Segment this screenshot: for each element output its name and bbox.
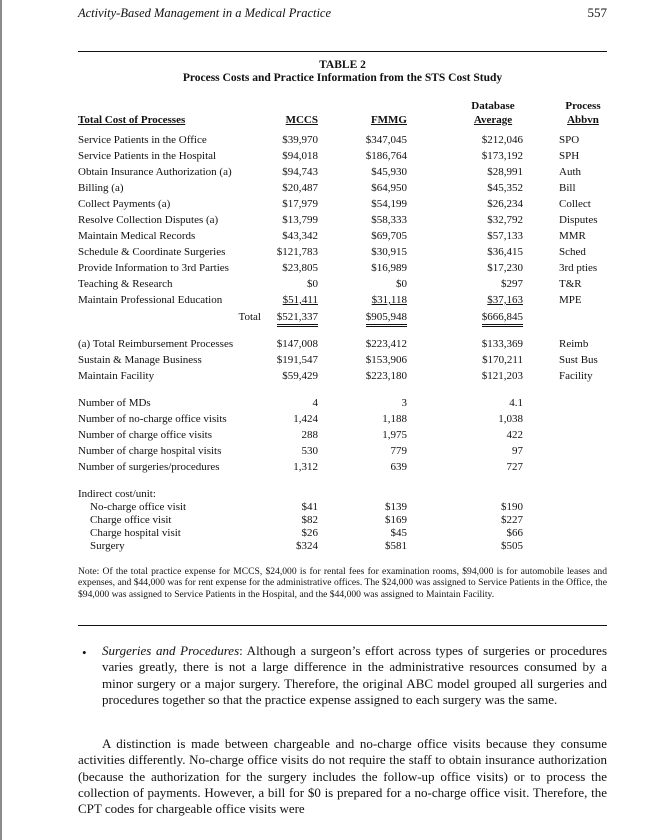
row-label: Number of charge hospital visits [78,445,222,457]
row-label: Obtain Insurance Authorization (a) [78,166,232,178]
cell-fmmg: $0 [396,278,407,290]
row-label: No-charge office visit [90,501,187,513]
cell-fmmg: $69,705 [371,230,407,242]
cell-mccs: $324 [296,540,318,552]
page-number: 557 [587,5,607,20]
cell-average: 422 [506,429,523,441]
cell-fmmg: $223,180 [365,370,407,382]
cell-average: $121,203 [481,370,523,382]
table-note: Note: Of the total practice expense for MCCS, $24,000 is for rental fees for examination rooms, $94,000 is for automobile leases and expenses, and $44,000 was for rent expense for the administrative offices. The $24,000 was assigned to Service Patients in the Office, the $94,000 was assigned to Service Patients in the Hospital, and the $44,000 was assigned to Maintain Facility. [78,566,607,600]
row-label: Service Patients in the Office [78,134,207,146]
cell-mccs: $43,342 [282,230,318,242]
cell-average: $227 [501,514,523,526]
cell-average: $36,415 [487,246,523,258]
cell-average: $17,230 [487,262,523,274]
cell-fmmg: $45 [390,527,407,539]
total-label: Total [238,311,261,323]
row-label: Number of no-charge office visits [78,413,227,425]
cell-abbreviation: Bill [559,182,576,194]
cell-fmmg: $58,333 [371,214,407,226]
cell-average: 4.1 [509,397,523,409]
cell-mccs: 288 [301,429,318,441]
row-label: Provide Information to 3rd Parties [78,262,229,274]
page-edge-rule [0,0,2,840]
cell-mccs: $0 [307,278,318,290]
cell-mccs: $94,018 [282,150,318,162]
column-header-abbvn: Abbvn [567,114,599,126]
cell-fmmg: 1,188 [382,413,407,425]
cell-abbreviation: MPE [559,294,582,306]
total-fmmg: $905,948 [366,311,407,327]
cell-fmmg: $31,118 [371,294,407,306]
row-label: Maintain Medical Records [78,230,196,242]
cell-mccs: $94,743 [282,166,318,178]
cell-fmmg: $16,989 [371,262,407,274]
cell-abbreviation: T&R [559,278,582,290]
row-label: Charge office visit [90,514,172,526]
running-header-title: Activity-Based Management in a Medical Practice [78,6,332,20]
cell-fmmg: 779 [390,445,407,457]
cell-mccs: $147,008 [276,338,318,350]
bullet-icon: • [82,645,87,660]
row-label: Maintain Facility [78,370,155,382]
cell-mccs: 1,312 [293,461,318,473]
cell-mccs: $23,805 [282,262,318,274]
cell-fmmg: $139 [385,501,407,513]
cell-average: $66 [506,527,523,539]
cell-mccs: $121,783 [276,246,318,258]
cell-average: $28,991 [487,166,523,178]
column-header-process: Process [565,100,601,112]
cell-average: $297 [501,278,523,290]
row-label: Billing (a) [78,182,124,194]
bullet-text: : Although a surgeon’s effort across types of surgeries or procedures varies greatly, there is not a large difference in the administrative resources consumed by a minor surgery or a major surgery. Therefore, the original ABC model grouped all surgeries and procedures together so that the practice expense assigned to each surgery was the same. [102,643,607,707]
cell-average: $133,369 [481,338,523,350]
table-bottom-rule [78,625,607,626]
cell-average: $45,352 [487,182,523,194]
cell-average: 97 [512,445,523,457]
cell-fmmg: 1,975 [382,429,407,441]
cell-abbreviation: SPO [559,134,580,146]
cell-mccs: $20,487 [282,182,318,194]
cell-average: $37,163 [487,294,523,306]
cell-average: $190 [501,501,523,513]
cell-mccs: $39,970 [282,134,318,146]
row-label: Sustain & Manage Business [78,354,202,366]
cell-average: $170,211 [482,354,523,366]
row-label: Teaching & Research [78,278,173,290]
cell-average: $212,046 [481,134,523,146]
cell-mccs: $13,799 [282,214,318,226]
cell-fmmg: $64,950 [371,182,407,194]
cell-average: $505 [501,540,523,552]
cell-abbreviation: Disputes [559,214,598,226]
row-label: (a) Total Reimbursement Processes [78,338,234,350]
header-divider [78,51,607,52]
cell-abbreviation: Sched [559,246,586,258]
cell-abbreviation: Auth [559,166,581,178]
table-label: TABLE 2 [319,59,366,71]
cell-fmmg: $581 [385,540,407,552]
cell-mccs: $59,429 [282,370,318,382]
cell-abbreviation: Sust Bus [559,354,598,366]
cell-fmmg: $45,930 [371,166,407,178]
cell-fmmg: $347,045 [365,134,407,146]
cell-mccs: $82 [301,514,318,526]
cell-fmmg: 3 [401,397,407,409]
row-label: Number of surgeries/procedures [78,461,220,473]
row-label: Charge hospital visit [90,527,181,539]
column-header-average: Average [473,114,513,126]
cell-average: $57,133 [487,230,523,242]
cell-abbreviation: Reimb [559,338,589,350]
cell-average: $32,792 [487,214,523,226]
cell-mccs: $26 [301,527,318,539]
row-label: Maintain Professional Education [78,294,223,306]
cell-fmmg: $153,906 [365,354,407,366]
cell-fmmg: $30,915 [371,246,407,258]
body-paragraph: A distinction is made between chargeable and no-charge office visits because they consume activities differently. No-charge office visits do not require the staff to obtain insurance authorization (because the authorization for the surgery includes the follow-up office visits) or to process the collection of payments. However, a bill for $0 is prepared for a no-charge office visit. Therefore, the CPT codes for chargeable office visits were [78,736,607,817]
row-label: Resolve Collection Disputes (a) [78,214,219,226]
cell-abbreviation: Collect [559,198,591,210]
cell-mccs: $17,979 [282,198,318,210]
column-header-fmmg: FMMG [370,114,407,126]
cell-fmmg: $54,199 [371,198,407,210]
row-label: Collect Payments (a) [78,198,171,210]
cell-abbreviation: MMR [559,230,586,242]
column-header-mccs: MCCS [285,114,318,126]
table-caption: Process Costs and Practice Information from the STS Cost Study [182,72,503,84]
row-label: Schedule & Coordinate Surgeries [78,246,226,258]
cell-mccs: 1,424 [293,413,318,425]
cell-abbreviation: Facility [559,370,593,382]
cell-fmmg: $223,412 [365,338,407,350]
cell-average: $26,234 [487,198,523,210]
cell-abbreviation: SPH [559,150,580,162]
total-mccs: $521,337 [277,311,318,327]
cell-mccs: $41 [301,501,318,513]
cell-average: 1,038 [498,413,523,425]
cell-average: $173,192 [481,150,523,162]
cell-fmmg: 639 [390,461,407,473]
cell-fmmg: $186,764 [365,150,407,162]
row-label: Number of MDs [78,397,151,409]
cell-mccs: $191,547 [276,354,318,366]
unit-cost-heading: Indirect cost/unit: [78,488,156,500]
cell-fmmg: $169 [385,514,407,526]
bullet-paragraph [102,643,607,708]
row-label: Number of charge office visits [78,429,212,441]
bullet-lead: Surgeries and Procedures [102,643,240,658]
column-header-database: Database [471,100,515,112]
row-label: Service Patients in the Hospital [78,150,217,162]
cell-mccs: 530 [301,445,318,457]
cell-abbreviation: 3rd pties [559,262,598,274]
total-average: $666,845 [482,311,523,327]
cell-mccs: 4 [312,397,318,409]
row-label: Surgery [90,540,125,552]
cell-mccs: $51,411 [282,294,318,306]
cell-average: 727 [506,461,523,473]
column-header-processes: Total Cost of Processes [78,114,186,126]
